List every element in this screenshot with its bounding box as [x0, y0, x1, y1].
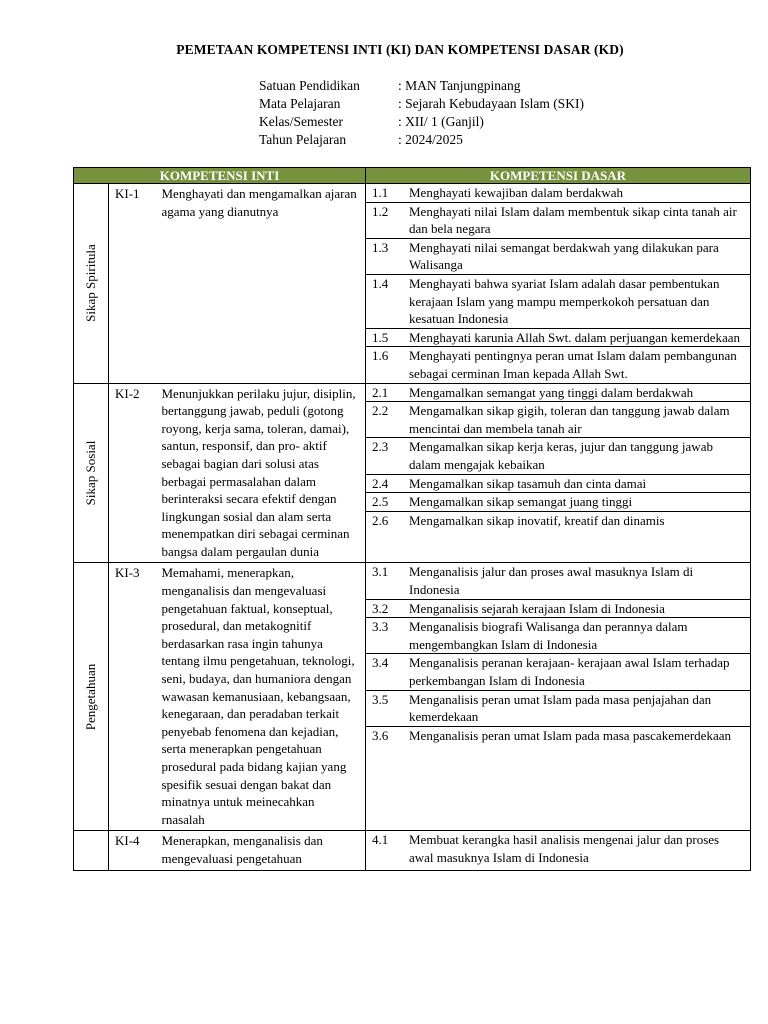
kd-text: Membuat kerangka hasil analisis mengenai jalur dan proses awal masuknya Islam di Indonesia — [409, 832, 720, 865]
kd-text: Menganalisis jalur dan proses awal masuknya Islam di Indonesia — [409, 564, 694, 598]
meta-label: Kelas/Semester — [259, 114, 343, 129]
document-meta — [259, 77, 584, 149]
kd-number: 1.2 — [372, 203, 389, 219]
kd-text: Menghayati nilai semangat berdakwah yang dilakukan para Walisanga — [409, 239, 719, 273]
competency-table — [73, 167, 751, 871]
kd-number: 1.4 — [372, 275, 389, 291]
kd-item — [366, 654, 750, 690]
kd-text: Menghayati kewajiban dalam berdakwah — [409, 185, 624, 200]
kd-text: Mengamalkan sikap gigih, toleran dan tanggung jawab dalam mencintai dan membela tanah air — [409, 403, 730, 436]
ki-number: KI-3 — [109, 563, 155, 831]
kd-number: 2.2 — [372, 403, 389, 419]
kd-text: Menganalisis peranan kerajaan- kerajaan awal Islam terhadap perkembangan Islam di Indonesia — [409, 655, 730, 689]
kd-text: Mengamalkan sikap kerja keras, jujur dan tanggung jawab dalam mengajak kebaikan — [409, 439, 713, 472]
kd-number: 2.1 — [372, 384, 389, 400]
meta-row-class — [259, 113, 584, 131]
kd-number: 1.1 — [372, 185, 389, 200]
kd-list — [366, 831, 751, 870]
kd-text: Menghayati karunia Allah Swt. dalam perjuangan kemerdekaan — [409, 329, 741, 345]
category-cell — [74, 831, 109, 870]
kd-number: 1.5 — [372, 329, 389, 345]
kd-number: 1.3 — [372, 239, 389, 255]
meta-value: : MAN Tanjungpinang — [398, 78, 521, 93]
kd-item — [366, 203, 750, 239]
kd-item — [366, 563, 750, 599]
kd-item — [366, 600, 750, 619]
page-title: PEMETAAN KOMPETENSI INTI (KI) DAN KOMPETENSI DASAR (KD) — [176, 42, 624, 57]
ki-number: KI-4 — [109, 831, 155, 870]
table-header-row — [74, 168, 751, 184]
kd-number: 2.3 — [372, 439, 389, 455]
kd-number: 2.4 — [372, 475, 389, 491]
meta-label: Satuan Pendidikan — [259, 78, 360, 93]
kd-item — [366, 438, 750, 474]
kd-number: 3.2 — [372, 600, 389, 616]
kd-item — [366, 384, 750, 403]
category-cell — [74, 184, 109, 384]
kd-number: 2.6 — [372, 512, 389, 528]
kd-text: Mengamalkan sikap semangat juang tinggi — [409, 494, 633, 510]
kd-item — [366, 831, 750, 866]
kd-number: 3.3 — [372, 619, 389, 635]
table-row — [74, 184, 751, 384]
kd-item — [366, 329, 750, 348]
kd-number: 3.5 — [372, 691, 389, 707]
category-cell — [74, 563, 109, 831]
kd-number: 3.6 — [372, 727, 389, 743]
category-cell — [74, 383, 109, 563]
ki-description: Menunjukkan perilaku jujur, disiplin, bertanggung jawab, peduli (gotong royong, kerja sama, toleran, damai), santun, responsif, dan pro- aktif sebagai bagian dari solusi atas berbagai permasalahan dalam berinteraksi secara efektif dengan lingkungan sosial dan alam serta menempatkan diri sebagai cerminan bangsa dalam pergaulan dunia — [155, 383, 366, 563]
kd-text: Mengamalkan semangat yang tinggi dalam berdakwah — [409, 384, 694, 400]
kd-text: Menganalisis peran umat Islam pada masa pascakemerdekaan — [409, 727, 731, 743]
ki-description: Menghayati dan mengamalkan ajaran agama yang dianutnya — [155, 184, 366, 384]
kd-list — [366, 563, 751, 831]
meta-value: : 2024/2025 — [398, 132, 463, 147]
category-label: Pengetahuan — [83, 663, 99, 731]
meta-row-year — [259, 131, 584, 149]
kd-item — [366, 727, 750, 745]
kd-item — [366, 691, 750, 727]
header-ki: KOMPETENSI INTI — [74, 168, 366, 184]
kd-number: 1.6 — [372, 348, 389, 364]
kd-number: 3.4 — [372, 655, 389, 671]
kd-text: Mengamalkan sikap tasamuh dan cinta damai — [409, 475, 647, 491]
meta-row-school — [259, 77, 584, 95]
kd-text: Menghayati bahwa syariat Islam adalah dasar pembentukan kerajaan Islam yang mampu memperkokoh persatuan dan kesatuan Indonesia — [409, 275, 720, 327]
kd-text: Menghayati nilai Islam dalam membentuk sikap cinta tanah air dan bela negara — [409, 203, 737, 237]
kd-item — [366, 475, 750, 494]
kd-item — [366, 275, 750, 329]
kd-number: 3.1 — [372, 564, 389, 580]
kd-item — [366, 493, 750, 512]
meta-value: : XII/ 1 (Ganjil) — [398, 114, 484, 129]
kd-item — [366, 347, 750, 382]
category-label: Sikap Sosial — [83, 440, 99, 506]
kd-list — [366, 184, 751, 384]
meta-label: Tahun Pelajaran — [259, 132, 347, 147]
kd-item — [366, 512, 750, 530]
kd-item — [366, 239, 750, 275]
ki-description: Menerapkan, menganalisis dan mengevaluasi pengetahuan — [155, 831, 366, 870]
meta-label: Mata Pelajaran — [259, 96, 341, 111]
kd-number: 2.5 — [372, 494, 389, 510]
meta-row-subject — [259, 95, 584, 113]
kd-text: Menghayati pentingnya peran umat Islam dalam pembangunan sebagai cerminan Iman kepada Allah Swt. — [409, 348, 737, 381]
ki-number: KI-1 — [109, 184, 155, 384]
kd-item — [366, 618, 750, 654]
kd-number: 4.1 — [372, 832, 389, 848]
kd-item — [366, 184, 750, 203]
table-row — [74, 563, 751, 831]
meta-value: : Sejarah Kebudayaan Islam (SKI) — [398, 96, 584, 111]
kd-text: Menganalisis sejarah kerajaan Islam di Indonesia — [409, 600, 665, 616]
table-row — [74, 831, 751, 870]
header-kd: KOMPETENSI DASAR — [366, 168, 751, 184]
ki-description: Memahami, menerapkan, menganalisis dan mengevaluasi pengetahuan faktual, konseptual, prosedural, dan metakognitif berdasarkan rasa ingin tahunya tentang ilmu pengetahuan, teknologi, seni, budaya, dan humaniora dengan wawasan kemanusiaan, kebangsaan, kenegaraan, dan peradaban terkait penyebab fenomena dan kejadian, serta menerapkan pengetahuan prosedural pada bidang kajian yang spesifik sesuai dengan bakat dan minatnya untuk meinecahkan rnasalah — [155, 563, 366, 831]
table-row — [74, 383, 751, 563]
kd-text: Menganalisis peran umat Islam pada masa penjajahan dan kemerdekaan — [409, 691, 712, 725]
ki-number: KI-2 — [109, 383, 155, 563]
kd-text: Menganalisis biografi Walisanga dan perannya dalam mengembangkan Islam di Indonesia — [409, 619, 688, 652]
kd-list — [366, 383, 751, 563]
kd-text: Mengamalkan sikap inovatif, kreatif dan dinamis — [409, 512, 665, 528]
category-label: Sikap Spiritula — [83, 244, 99, 323]
kd-item — [366, 402, 750, 438]
